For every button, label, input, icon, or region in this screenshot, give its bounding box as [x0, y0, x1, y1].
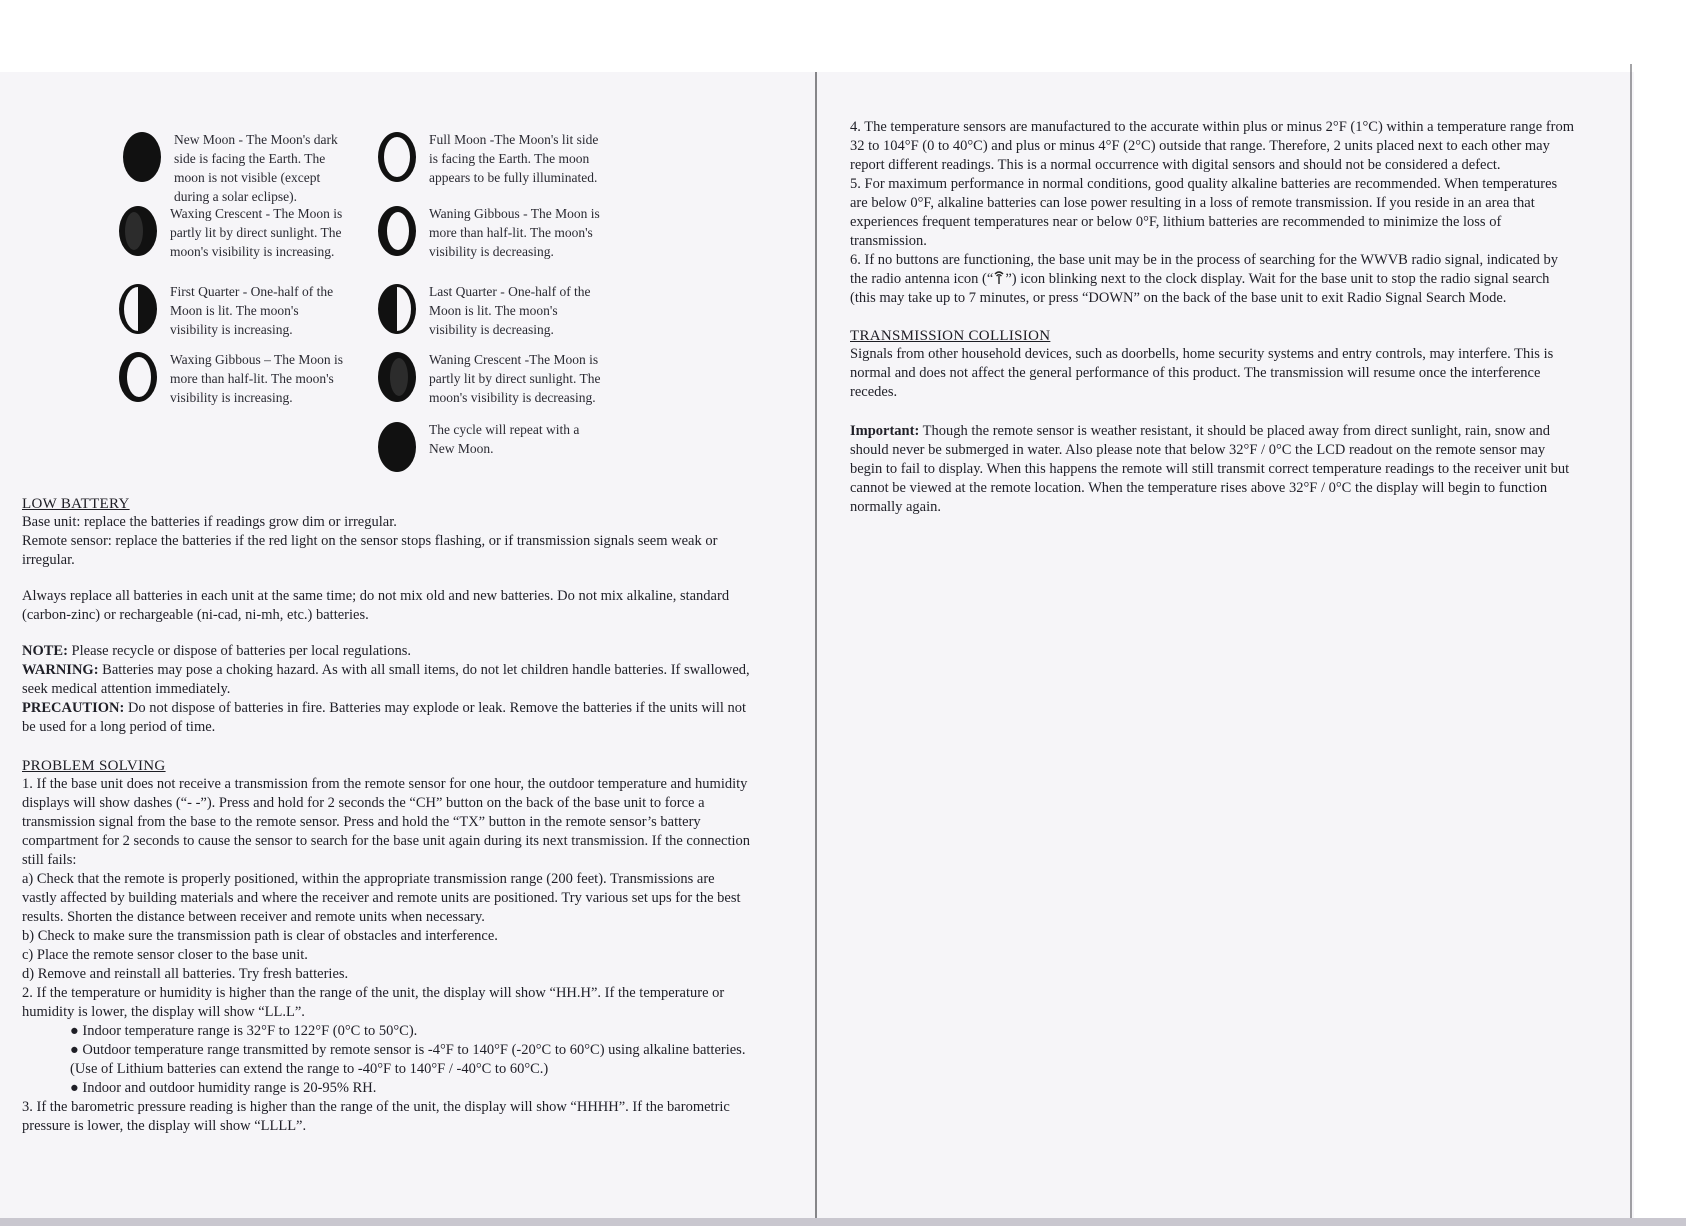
full-moon-icon — [377, 130, 417, 184]
item-6-text — [850, 251, 1575, 308]
phase-text: Waning Gibbous - The Moon is more than half-lit. The moon's visibility is decreasing. — [429, 206, 600, 259]
waning-gibbous-icon — [377, 204, 417, 258]
problem-item-a: a) Check that the remote is properly positioned, within the appropriate transmission range (200 feet). Transmissions are vastly affected by building materials and where the receiver and remote units are positioned. Try various set ups for the best results. Shorten the distance between receiver and remote units when necessary. — [22, 871, 741, 925]
transmission-collision-heading: TRANSMISSION COLLISION — [850, 328, 1051, 344]
note-body: Please recycle or dispose of batteries per local regulations. — [67, 643, 411, 659]
phase-first-quarter — [118, 282, 378, 339]
phase-text: Full Moon -The Moon's lit side is facing the Earth. The moon appears to be fully illuminated. — [429, 132, 599, 185]
phase-text: Waning Crescent -The Moon is partly lit by direct sunlight. The moon's visibility is decreasing. — [429, 352, 601, 405]
item-6-part-b: ”) icon blinking next to the clock display. Wait for the base unit to stop the radio signal search (this may take up to 7 minutes, or press “DOWN” on the back of the base unit to exit Radio Signal Search Mode. — [850, 271, 1550, 306]
note-label: NOTE: — [22, 643, 68, 659]
problem-item-d: d) Remove and reinstall all batteries. Try fresh batteries. — [22, 966, 349, 982]
item-4-text: 4. The temperature sensors are manufactured to the accurate within plus or minus 2°F (1°C) within a temperature range from 32 to 104°F (0 to 40°C) and plus or minus 4°F (2°C) outside that range. Therefore, 2 units placed next to each other may report different readings. This is a normal occurrence with digital sensors and should not be considered a defect. — [850, 119, 1575, 173]
phase-new-moon — [122, 130, 382, 206]
problem-item-c: c) Place the remote sensor closer to the base unit. — [22, 947, 308, 963]
top-margin — [0, 0, 1686, 72]
last-quarter-icon — [377, 282, 417, 336]
always-replace-text: Always replace all batteries in each unit at the same time; do not mix old and new batteries. Do not mix alkaline, standard (carbon-zinc) or rechargeable (ni-cad, ni-mh, etc.) batteries. — [22, 588, 730, 623]
low-battery-section — [22, 496, 752, 737]
right-edge-line — [1630, 64, 1632, 1226]
phase-waning-gibbous — [377, 204, 637, 261]
precaution-body: Do not dispose of batteries in fire. Batteries may explode or leak. Remove the batteries if the units will not be used for a long period of time. — [22, 700, 747, 735]
range-bullet-indoor: ● Indoor temperature range is 32°F to 122°F (0°C to 50°C). — [70, 1023, 418, 1039]
waxing-crescent-icon — [118, 204, 158, 258]
phase-text: Waxing Crescent - The Moon is partly lit by direct sunlight. The moon's visibility is increasing. — [170, 206, 343, 259]
problem-solving-section — [22, 758, 752, 1136]
phase-cycle-repeat — [377, 420, 637, 474]
phase-last-quarter — [377, 282, 637, 339]
problem-item-1: 1. If the base unit does not receive a transmission from the remote sensor for one hour, the outdoor temperature and humidity displays will show dashes (“- -”). Press and hold for 2 seconds the “CH” button on the back of the base unit to force a transmission signal from the base to the remote sensor. Press and hold the “TX” button in the remote sensor’s battery compartment for 2 seconds to cause the sensor to search for the base unit again during its next transmission. If the connection still fails: — [22, 776, 751, 868]
phase-text: The cycle will repeat with a New Moon. — [429, 422, 580, 456]
phase-text: Waxing Gibbous – The Moon is more than half-lit. The moon's visibility is increasing. — [170, 352, 344, 405]
right-page — [850, 118, 1575, 517]
important-text — [850, 422, 1575, 517]
problem-solving-heading: PROBLEM SOLVING — [22, 758, 166, 774]
first-quarter-icon — [118, 282, 158, 336]
warning-body: Batteries may pose a choking hazard. As with all small items, do not let children handle batteries. If swallowed, seek medical attention immediately. — [22, 662, 750, 697]
right-margin — [1634, 64, 1686, 1226]
radio-antenna-icon — [993, 271, 1005, 285]
note-text — [22, 642, 752, 661]
base-unit-text: Base unit: replace the batteries if readings grow dim or irregular. — [22, 514, 397, 530]
precaution-text — [22, 699, 752, 737]
warning-label: WARNING: — [22, 662, 99, 678]
remote-sensor-text: Remote sensor: replace the batteries if the red light on the sensor stops flashing, or if transmission signals seem weak or irregular. — [22, 533, 718, 568]
warning-text — [22, 661, 752, 699]
problem-item-b: b) Check to make sure the transmission path is clear of obstacles and interference. — [22, 928, 498, 944]
bottom-edge — [0, 1218, 1686, 1226]
center-fold — [815, 72, 817, 1226]
item-5-text: 5. For maximum performance in normal conditions, good quality alkaline batteries are recommended. When temperatures are below 0°F, alkaline batteries can lose power resulting in a loss of remote transmission. If you reside in an area that experiences frequent temperatures near or below 0°F, lithium batteries are recommended to minimize the loss of transmission. — [850, 176, 1558, 249]
waxing-gibbous-icon — [118, 350, 158, 404]
range-bullet-humidity: ● Indoor and outdoor humidity range is 20-95% RH. — [70, 1080, 377, 1096]
important-label: Important: — [850, 423, 920, 439]
item-6-part-a: 6. If no buttons are functioning, the base unit may be in the process of searching for the WWVB radio signal, indicated by the radio antenna icon (“ — [850, 252, 1559, 287]
low-battery-heading: LOW BATTERY — [22, 496, 130, 512]
new-moon-icon — [122, 130, 162, 184]
phase-waxing-crescent — [118, 204, 378, 261]
moon-phase-grid — [122, 130, 662, 500]
problem-item-2: 2. If the temperature or humidity is higher than the range of the unit, the display will show “HH.H”. If the temperature or humidity is lower, the display will show “LL.L”. — [22, 985, 725, 1020]
new-moon-icon — [377, 420, 417, 474]
range-bullet-outdoor: ● Outdoor temperature range transmitted by remote sensor is -4°F to 140°F (-20°C to 60°C) using alkaline batteries. (Use of Lithium batteries can extend the range to -40°F to 140°F / -40°C to 60°C.) — [70, 1042, 746, 1077]
transmission-collision-text: Signals from other household devices, such as doorbells, home security systems and entry controls, may interfere. This is normal and does not affect the general performance of this product. The transmission will resume once the interference recedes. — [850, 346, 1554, 400]
phase-waning-crescent — [377, 350, 637, 407]
phase-full-moon — [377, 130, 637, 187]
phase-text: First Quarter - One-half of the Moon is lit. The moon's visibility is increasing. — [170, 284, 334, 337]
precaution-label: PRECAUTION: — [22, 700, 125, 716]
phase-text: Last Quarter - One-half of the Moon is lit. The moon's visibility is decreasing. — [429, 284, 591, 337]
waning-crescent-icon — [377, 350, 417, 404]
problem-item-3: 3. If the barometric pressure reading is higher than the range of the unit, the display will show “HHHH”. If the barometric pressure is lower, the display will show “LLLL”. — [22, 1099, 730, 1134]
phase-waxing-gibbous — [118, 350, 378, 407]
phase-text: New Moon - The Moon's dark side is facing the Earth. The moon is not visible (except during a solar eclipse). — [174, 132, 338, 204]
important-body: Though the remote sensor is weather resistant, it should be placed away from direct sunlight, rain, snow and should never be submerged in water. Also please note that below 32°F / 0°C the LCD readout on the remote sensor may begin to fail to display. When this happens the remote will still transmit correct temperature readings to the receiver unit but cannot be viewed at the remote location. When the temperature rises above 32°F / 0°C the display will begin to function normally again. — [850, 423, 1570, 515]
